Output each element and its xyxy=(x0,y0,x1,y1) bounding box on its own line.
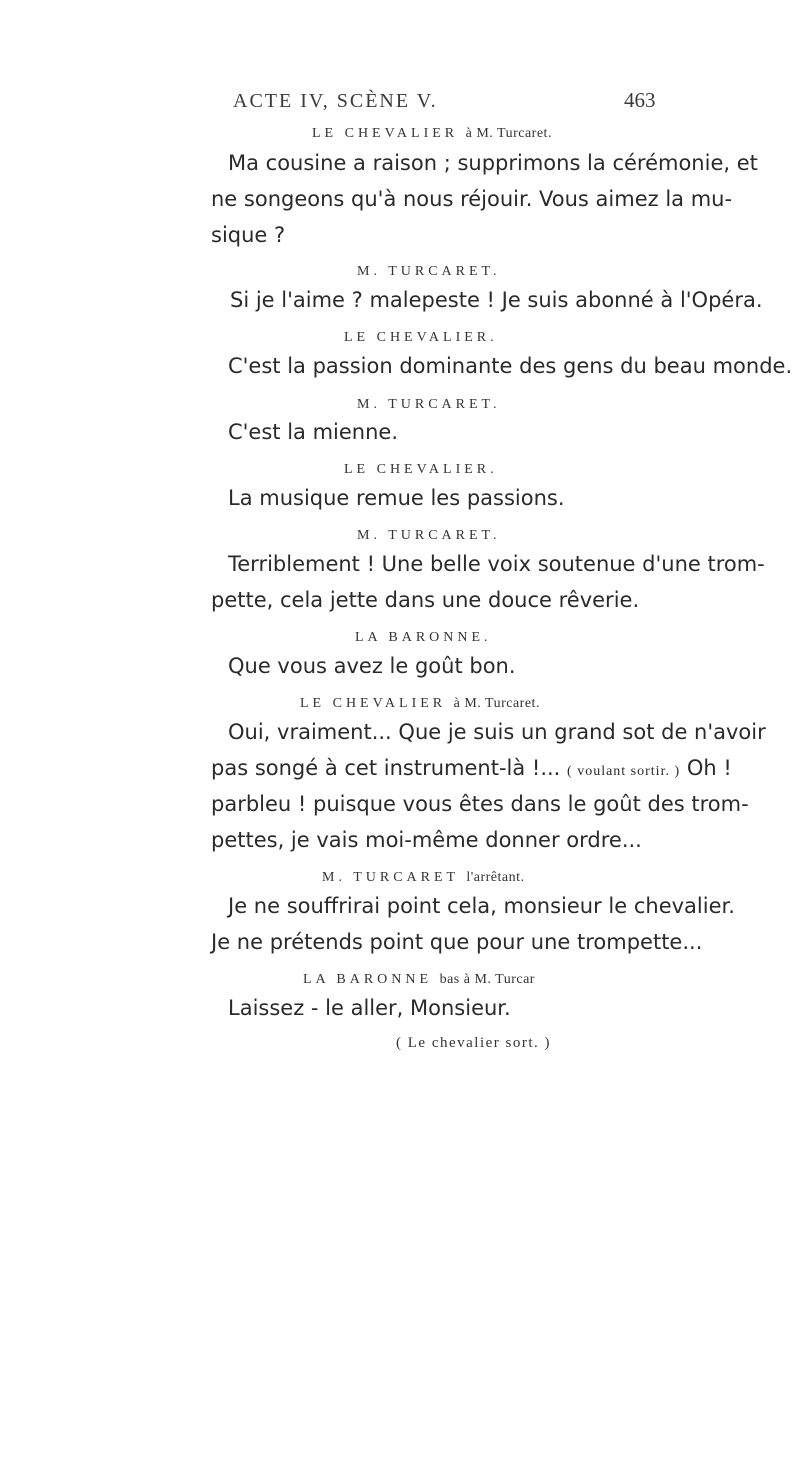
speaker-name xyxy=(322,870,525,886)
dialogue-line: pette, cela jette dans une douce rêverie. xyxy=(211,588,640,612)
speaker-name: LE CHEVALIER. xyxy=(344,462,498,477)
speaker-name xyxy=(303,972,535,988)
page-number: 463 xyxy=(624,88,656,112)
speaker-label: LA BARONNE xyxy=(303,972,433,987)
dialogue-line: C'est la mienne. xyxy=(228,420,399,444)
speaker-label: LE CHEVALIER xyxy=(312,126,459,141)
dialogue-line: ne songeons qu'à nous réjouir. Vous aimez la mu- xyxy=(211,187,733,211)
speaker-label: LE CHEVALIER xyxy=(300,696,447,711)
speaker-name: LE CHEVALIER. xyxy=(344,330,498,345)
dialogue-line xyxy=(211,758,732,779)
dialogue-text: pas songé à cet instrument-là !... xyxy=(211,756,561,780)
stage-direction: à M. Turcaret. xyxy=(465,126,552,141)
dialogue-line: Laissez - le aller, Monsieur. xyxy=(228,996,511,1020)
closing-stage-direction: ( Le chevalier sort. ) xyxy=(396,1035,552,1051)
dialogue-line: Ma cousine a raison ; supprimons la cérémonie, et xyxy=(228,151,758,175)
dialogue-line: parbleu ! puisque vous êtes dans le goût des trom- xyxy=(211,792,749,816)
speaker-name xyxy=(312,126,552,142)
speaker-name: M. TURCARET. xyxy=(357,397,501,412)
dialogue-line: Oui, vraiment... Que je suis un grand sot de n'avoir xyxy=(228,720,766,744)
dialogue-text: Oh ! xyxy=(686,756,732,780)
dialogue-line: Si je l'aime ? malepeste ! Je suis abonné à l'Opéra. xyxy=(230,288,763,312)
stage-direction: à M. Turcaret. xyxy=(453,696,540,711)
speaker-name: M. TURCARET. xyxy=(357,528,501,543)
dialogue-line: C'est la passion dominante des gens du beau monde. xyxy=(228,354,793,378)
dialogue-line: Je ne prétends point que pour une trompette... xyxy=(211,930,703,954)
stage-direction: bas à M. Turcar xyxy=(439,972,535,987)
running-head: ACTE IV, SCÈNE V. xyxy=(233,90,438,112)
dialogue-line: La musique remue les passions. xyxy=(228,486,565,510)
stage-direction: l'arrêtant. xyxy=(466,870,525,885)
dialogue-line: pettes, je vais moi-même donner ordre... xyxy=(211,828,642,852)
stage-direction: ( voulant sortir. ) xyxy=(567,764,681,779)
speaker-name: LA BARONNE. xyxy=(355,630,492,645)
dialogue-line: Que vous avez le goût bon. xyxy=(228,654,516,678)
speaker-label: M. TURCARET xyxy=(322,870,459,885)
dialogue-line: Terriblement ! Une belle voix soutenue d'une trom- xyxy=(228,552,765,576)
speaker-name xyxy=(300,696,540,712)
dialogue-line: Je ne souffrirai point cela, monsieur le chevalier. xyxy=(228,894,735,918)
dialogue-line: sique ? xyxy=(211,223,286,247)
speaker-name: M. TURCARET. xyxy=(357,264,501,279)
